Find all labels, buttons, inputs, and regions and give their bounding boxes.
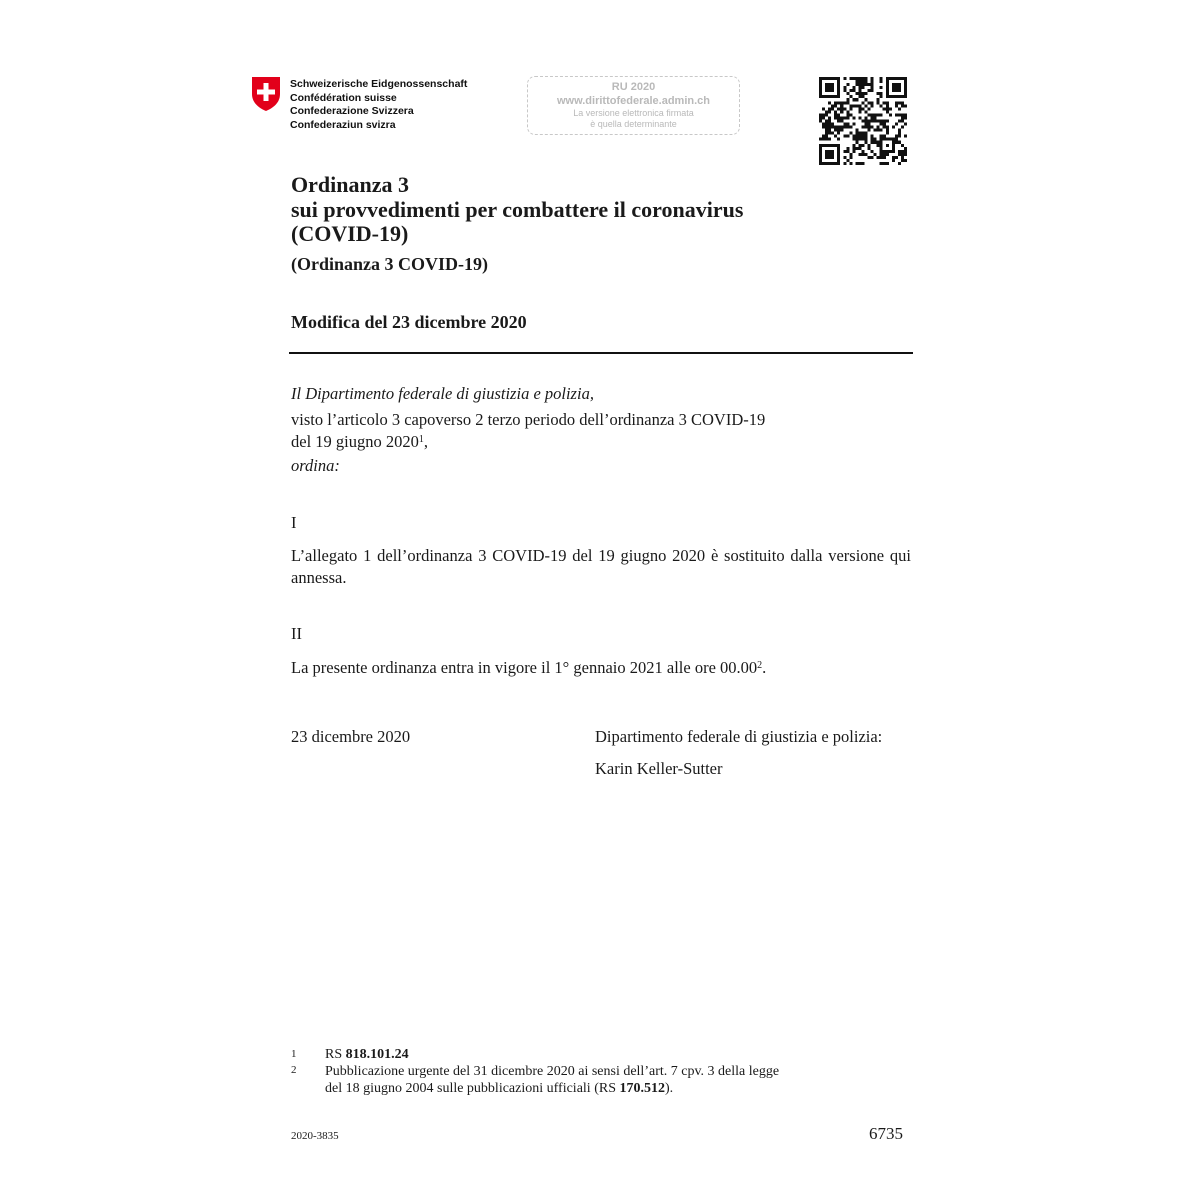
section-text-2 [291, 657, 766, 679]
amendment-date: Modifica del 23 dicembre 2020 [291, 312, 527, 332]
preamble-basis-end: , [423, 432, 428, 451]
footnote-number-2: 2 [291, 1064, 297, 1076]
confederation-line-de: Schweizerische Eidgenossenschaft [290, 78, 468, 90]
footnote-2-ref: 170.512 [619, 1081, 665, 1096]
footnote-ref-1[interactable]: 1 [418, 434, 424, 445]
title-line-3: (COVID-19) [291, 221, 409, 246]
confederation-names [290, 78, 467, 132]
swiss-cross-icon [250, 76, 282, 112]
publication-stamp [527, 76, 740, 135]
section-numeral-1: I [291, 513, 297, 532]
footnote-2-line-1: Pubblicazione urgente del 31 dicembre 2020 ai sensi dell’art. 7 cpv. 3 della legge [325, 1064, 780, 1079]
confederation-line-fr: Confédération suisse [290, 91, 397, 104]
footnote-2-line-2 [325, 1081, 673, 1097]
stamp-note-2: è quella determinante [590, 119, 677, 129]
footnote-1 [291, 1046, 297, 1062]
qr-code-icon [819, 77, 907, 165]
preamble-basis-line-2 [291, 431, 428, 453]
document-number: 2020-3835 [291, 1130, 339, 1142]
short-title: (Ordinanza 3 COVID-19) [291, 254, 488, 274]
footnote-1-text [325, 1047, 409, 1063]
section-text-1: L’allegato 1 dell’ordinanza 3 COVID-19 del 19 giugno 2020 è sostituito dalla versione qui annessa. [291, 546, 911, 587]
title-divider [289, 352, 913, 354]
preamble-authority: Il Dipartimento federale di giustizia e polizia, [291, 384, 594, 403]
footnote-number-1: 1 [291, 1048, 297, 1060]
section-text-2-end: . [762, 658, 767, 677]
signature-date: 23 dicembre 2020 [291, 727, 411, 746]
footnote-1-prefix: RS [325, 1047, 346, 1062]
page-number: 6735 [869, 1124, 903, 1143]
confederation-line-rm: Confederaziun svizra [290, 118, 396, 131]
footnote-2-line-2-end: ). [664, 1081, 674, 1096]
preamble-basis-line-1: visto l’articolo 3 capoverso 2 terzo periodo dell’ordinanza 3 COVID-19 [291, 410, 766, 429]
signature-name: Karin Keller-Sutter [595, 759, 723, 778]
preamble-basis-text: del 19 giugno 2020 [291, 432, 419, 451]
stamp-collection: RU 2020 [611, 81, 656, 93]
footnote-1-ref: 818.101.24 [345, 1047, 409, 1062]
section-numeral-2: II [291, 624, 302, 643]
title-line-1: Ordinanza 3 [291, 172, 409, 197]
footnote-2 [291, 1062, 297, 1078]
confederation-line-it: Confederazione Svizzera [290, 105, 414, 117]
footnote-ref-2[interactable]: 2 [757, 660, 763, 671]
preamble-ordains: ordina: [291, 456, 340, 475]
section-text-2-body: La presente ordinanza entra in vigore il 1° gennaio 2021 alle ore 00.00 [291, 658, 758, 677]
stamp-note-1: La versione elettronica firmata [573, 108, 694, 118]
document-title [291, 173, 743, 247]
footnote-2-line-2-prefix: del 18 giugno 2004 sulle pubblicazioni ufficiali (RS [325, 1081, 620, 1096]
signature-authority: Dipartimento federale di giustizia e polizia: [595, 727, 883, 746]
title-line-2: sui provvedimenti per combattere il coronavirus [291, 196, 744, 222]
stamp-url[interactable]: www.dirittofederale.admin.ch [556, 95, 710, 107]
